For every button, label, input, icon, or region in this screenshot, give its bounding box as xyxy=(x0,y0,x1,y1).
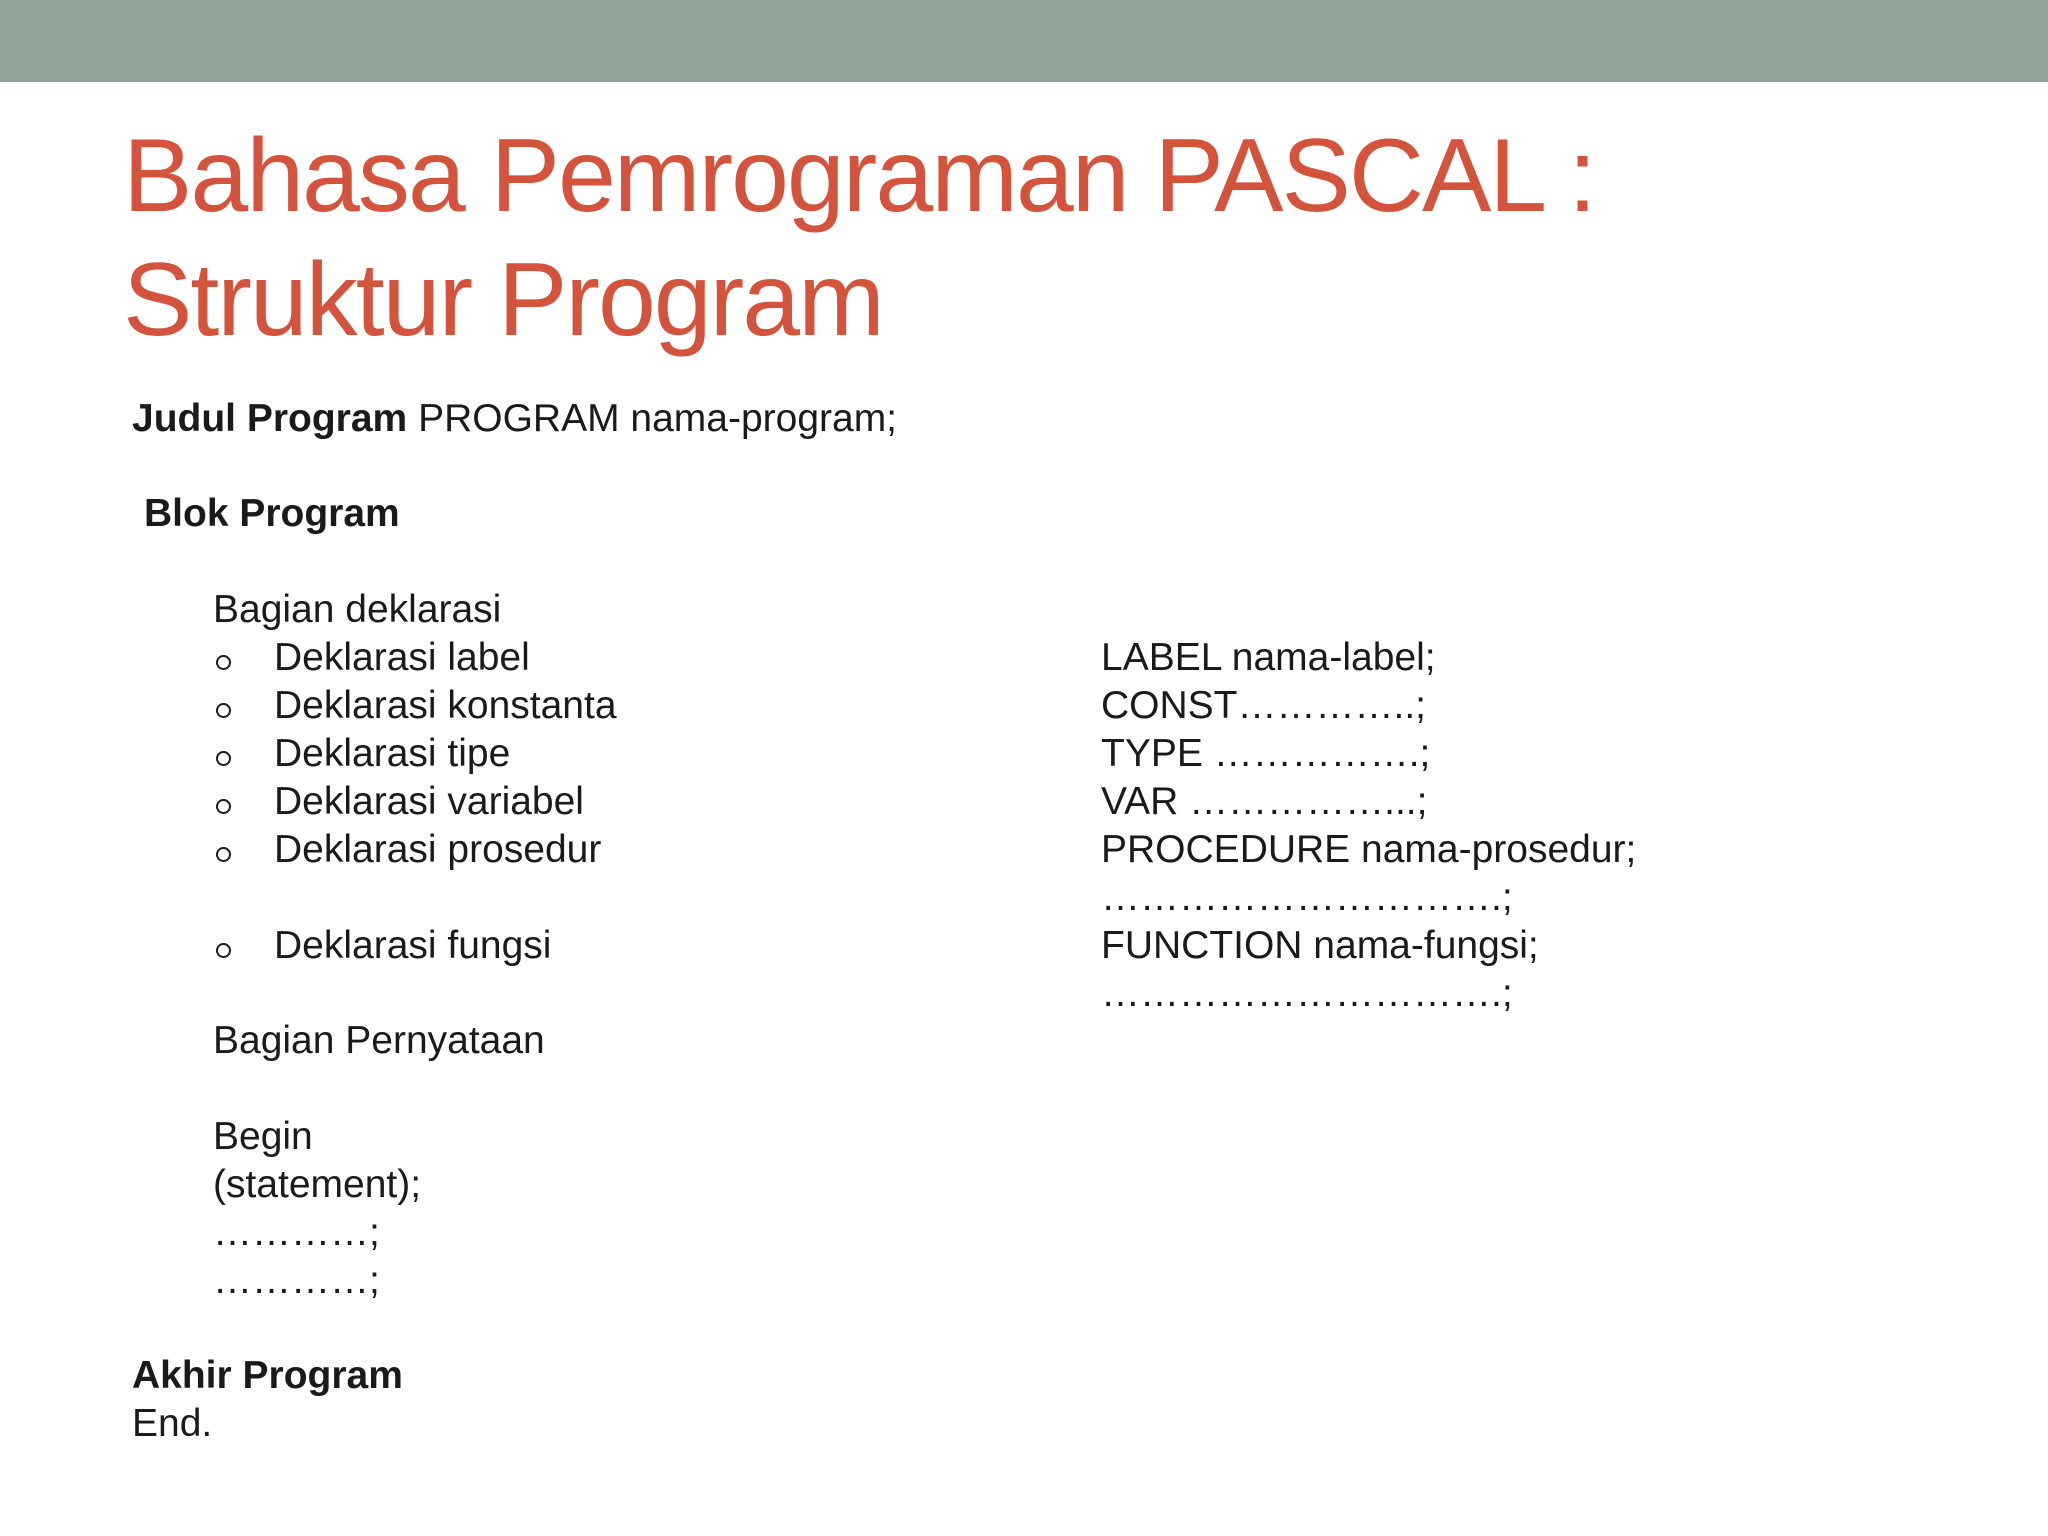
deklarasi-syntax: LABEL nama-label; xyxy=(1101,636,1436,679)
akhir-program-value: End. xyxy=(132,1402,213,1445)
pernyataan-line: Begin xyxy=(213,1115,313,1158)
deklarasi-item-label: Deklarasi variabel xyxy=(274,780,584,823)
bagian-deklarasi-heading: Bagian deklarasi xyxy=(213,588,502,631)
title-line-2: Struktur Program xyxy=(123,242,883,358)
deklarasi-syntax: FUNCTION nama-fungsi; xyxy=(1101,924,1539,967)
deklarasi-syntax: VAR ……………...; xyxy=(1101,780,1428,823)
deklarasi-item-label: Deklarasi tipe xyxy=(274,732,511,775)
judul-program-line xyxy=(132,395,897,443)
title-line-1: Bahasa Pemrograman PASCAL : xyxy=(123,118,1596,234)
deklarasi-syntax-continuation: ………………………….; xyxy=(1101,876,1513,919)
deklarasi-syntax: CONST…………..; xyxy=(1101,684,1427,727)
hollow-circle-icon xyxy=(216,799,231,814)
pernyataan-line: …………; xyxy=(213,1211,380,1254)
pernyataan-line: …………; xyxy=(213,1259,380,1302)
deklarasi-item-label: Deklarasi prosedur xyxy=(274,828,602,871)
hollow-circle-icon xyxy=(216,847,231,862)
pernyataan-line: (statement); xyxy=(213,1163,422,1206)
blok-program-label: Blok Program xyxy=(144,492,400,535)
deklarasi-item-label: Deklarasi konstanta xyxy=(274,684,617,727)
hollow-circle-icon xyxy=(216,655,231,670)
deklarasi-item-label: Deklarasi fungsi xyxy=(274,924,552,967)
hollow-circle-icon xyxy=(216,751,231,766)
deklarasi-item-label: Deklarasi label xyxy=(274,636,530,679)
deklarasi-syntax: PROCEDURE nama-prosedur; xyxy=(1101,828,1637,871)
deklarasi-syntax-continuation: ………………………….; xyxy=(1101,972,1513,1015)
judul-program-label: Judul Program xyxy=(132,397,408,440)
bagian-pernyataan-heading: Bagian Pernyataan xyxy=(213,1019,545,1062)
slide-title xyxy=(123,114,1595,362)
deklarasi-syntax: TYPE …………….; xyxy=(1101,732,1431,775)
hollow-circle-icon xyxy=(216,703,231,718)
top-banner xyxy=(0,0,2048,82)
akhir-program-label: Akhir Program xyxy=(132,1354,403,1397)
hollow-circle-icon xyxy=(216,943,231,958)
judul-program-value: PROGRAM nama-program; xyxy=(418,397,898,440)
